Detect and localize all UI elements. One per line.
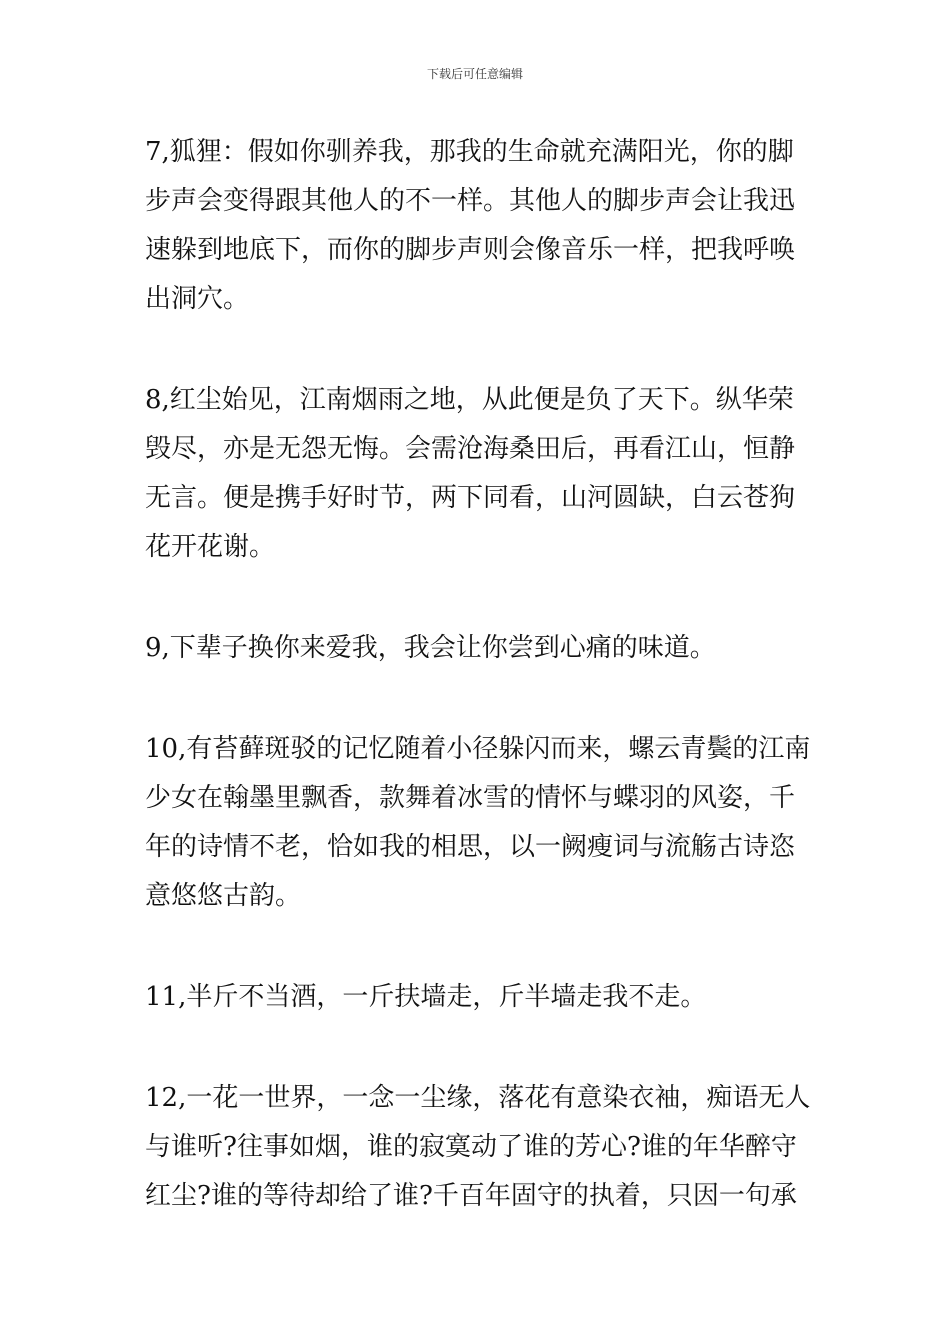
text-line: 步声会变得跟其他人的不一样。其他人的脚步声会让我迅 xyxy=(145,186,796,216)
page-header: 下载后可任意编辑 xyxy=(426,67,523,81)
text-line: 9,下辈子换你来爱我，我会让你尝到心痛的味道。 xyxy=(145,633,716,663)
text-line: 10,有苔藓斑驳的记忆随着小径躲闪而来，螺云青鬓的江南 xyxy=(145,734,810,764)
text-line: 少女在翰墨里飘香，款舞着冰雪的情怀与蝶羽的风姿，千 xyxy=(145,783,796,813)
document-body xyxy=(145,128,810,1273)
paragraph-9 xyxy=(145,624,810,673)
text-line: 年的诗情不老，恰如我的相思，以一阙瘦词与流觞古诗恣 xyxy=(145,832,796,862)
text-line: 红尘?谁的等待却给了谁?千百年固守的执着，只因一句承 xyxy=(145,1181,797,1211)
paragraph-7 xyxy=(145,128,810,324)
paragraph-12 xyxy=(145,1074,810,1221)
text-line: 与谁听?往事如烟，谁的寂寞动了谁的芳心?谁的年华醉守 xyxy=(145,1132,797,1162)
text-line: 无言。便是携手好时节，两下同看，山河圆缺，白云苍狗 xyxy=(145,483,796,513)
text-line: 12,一花一世界，一念一尘缘，落花有意染衣袖，痴语无人 xyxy=(145,1083,810,1113)
text-line: 7,狐狸：假如你驯养我，那我的生命就充满阳光，你的脚 xyxy=(145,137,794,167)
text-line: 花开花谢。 xyxy=(145,532,276,562)
paragraph-10 xyxy=(145,725,810,921)
text-line: 8,红尘始见，江南烟雨之地，从此便是负了天下。纵华荣 xyxy=(145,385,794,415)
paragraph-11 xyxy=(145,973,810,1022)
text-line: 11,半斤不当酒，一斤扶墙走，斤半墙走我不走。 xyxy=(145,982,707,1012)
text-line: 出洞穴。 xyxy=(145,284,250,314)
text-line: 毁尽，亦是无怨无悔。会需沧海桑田后，再看江山，恒静 xyxy=(145,434,796,464)
text-line: 速躲到地底下，而你的脚步声则会像音乐一样，把我呼唤 xyxy=(145,235,796,265)
text-line: 意悠悠古韵。 xyxy=(145,881,302,911)
paragraph-8 xyxy=(145,376,810,572)
